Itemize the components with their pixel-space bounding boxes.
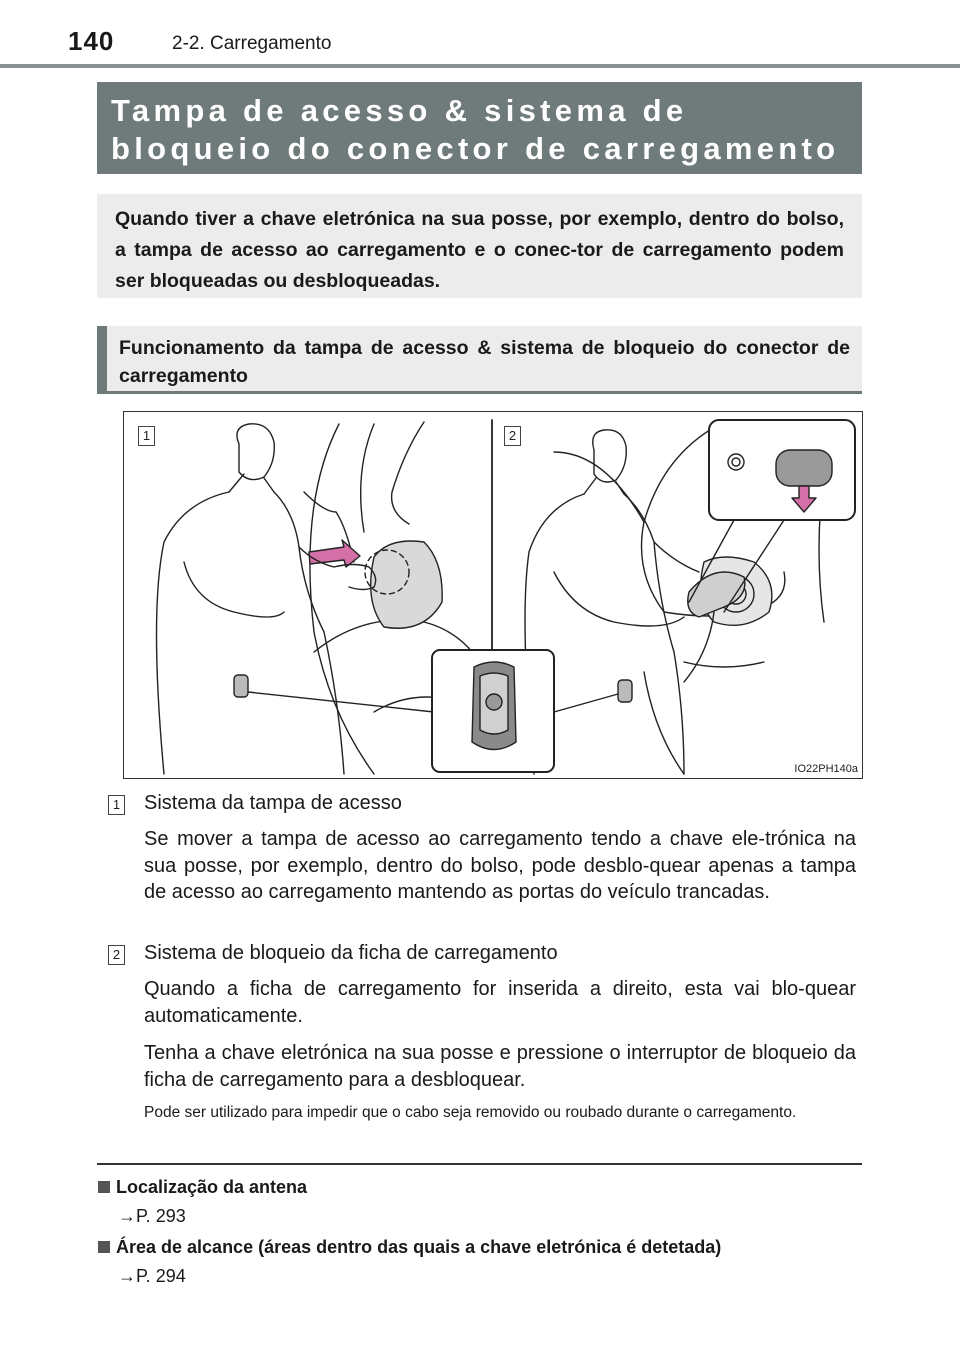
figure-code: IO22PH140a	[794, 763, 858, 775]
page-header	[68, 22, 928, 62]
subheading-box	[97, 326, 862, 394]
illustration	[123, 411, 863, 779]
ref-range-page[interactable]: →P. 294	[118, 1266, 186, 1286]
square-bullet-icon	[98, 1241, 110, 1253]
item-2-text: Quando a ficha de carregamento for inserida a direito, esta vai blo-quear automaticamente.	[144, 978, 856, 1027]
ref-antenna-title	[98, 1177, 307, 1198]
figure-label-2: 2	[504, 426, 521, 446]
header-rule	[0, 64, 960, 68]
ref-antenna-label: Localização da antena	[116, 1177, 308, 1197]
item-2-note: Pode ser utilizado para impedir que o cabo seja removido ou roubado durante o carregamento.	[144, 1104, 797, 1121]
item-1-title: Sistema da tampa de acesso	[144, 792, 402, 814]
item-number-2: 2	[108, 945, 125, 965]
page-number: 140	[68, 26, 115, 56]
item-number-1: 1	[108, 795, 125, 815]
intro-box	[97, 194, 862, 298]
figure-label-1: 1	[138, 426, 155, 446]
title-band	[97, 82, 862, 174]
section-label: 2-2. Carregamento	[172, 33, 332, 54]
ref-range-label: Área de alcance (áreas dentro das quais a chave eletrónica é detetada)	[116, 1237, 722, 1257]
square-bullet-icon	[98, 1181, 110, 1193]
item-1-text: Se mover a tampa de acesso ao carregamento tendo a chave ele-trónica na sua posse, por exemplo, dentro do bolso, pode desblo-quear apenas a tampa de acesso ao carregamento mantendo as portas do veículo trancadas.	[144, 828, 856, 903]
item-2-text2: Tenha a chave eletrónica na sua posse e pressione o interruptor de bloqueio da ficha de carregamento para a desbloquear.	[144, 1042, 856, 1091]
ref-antenna-page[interactable]: →P. 293	[118, 1206, 186, 1226]
bottom-rule	[97, 1163, 862, 1165]
ref-range-title	[98, 1237, 721, 1258]
illustration-drawing	[124, 412, 861, 777]
subheading-text: Funcionamento da tampa de acesso & sistema de bloqueio do conector de carregamento	[119, 337, 850, 387]
page-title: Tampa de acesso & sistema de bloqueio do conector de carregamento	[111, 93, 840, 166]
intro-text: Quando tiver a chave eletrónica na sua posse, por exemplo, dentro do bolso, a tampa de acesso ao carregamento e o conec-tor de carregamento podem ser bloqueadas ou desbloqueadas.	[115, 208, 844, 292]
item-2-title: Sistema de bloqueio da ficha de carregamento	[144, 942, 558, 964]
